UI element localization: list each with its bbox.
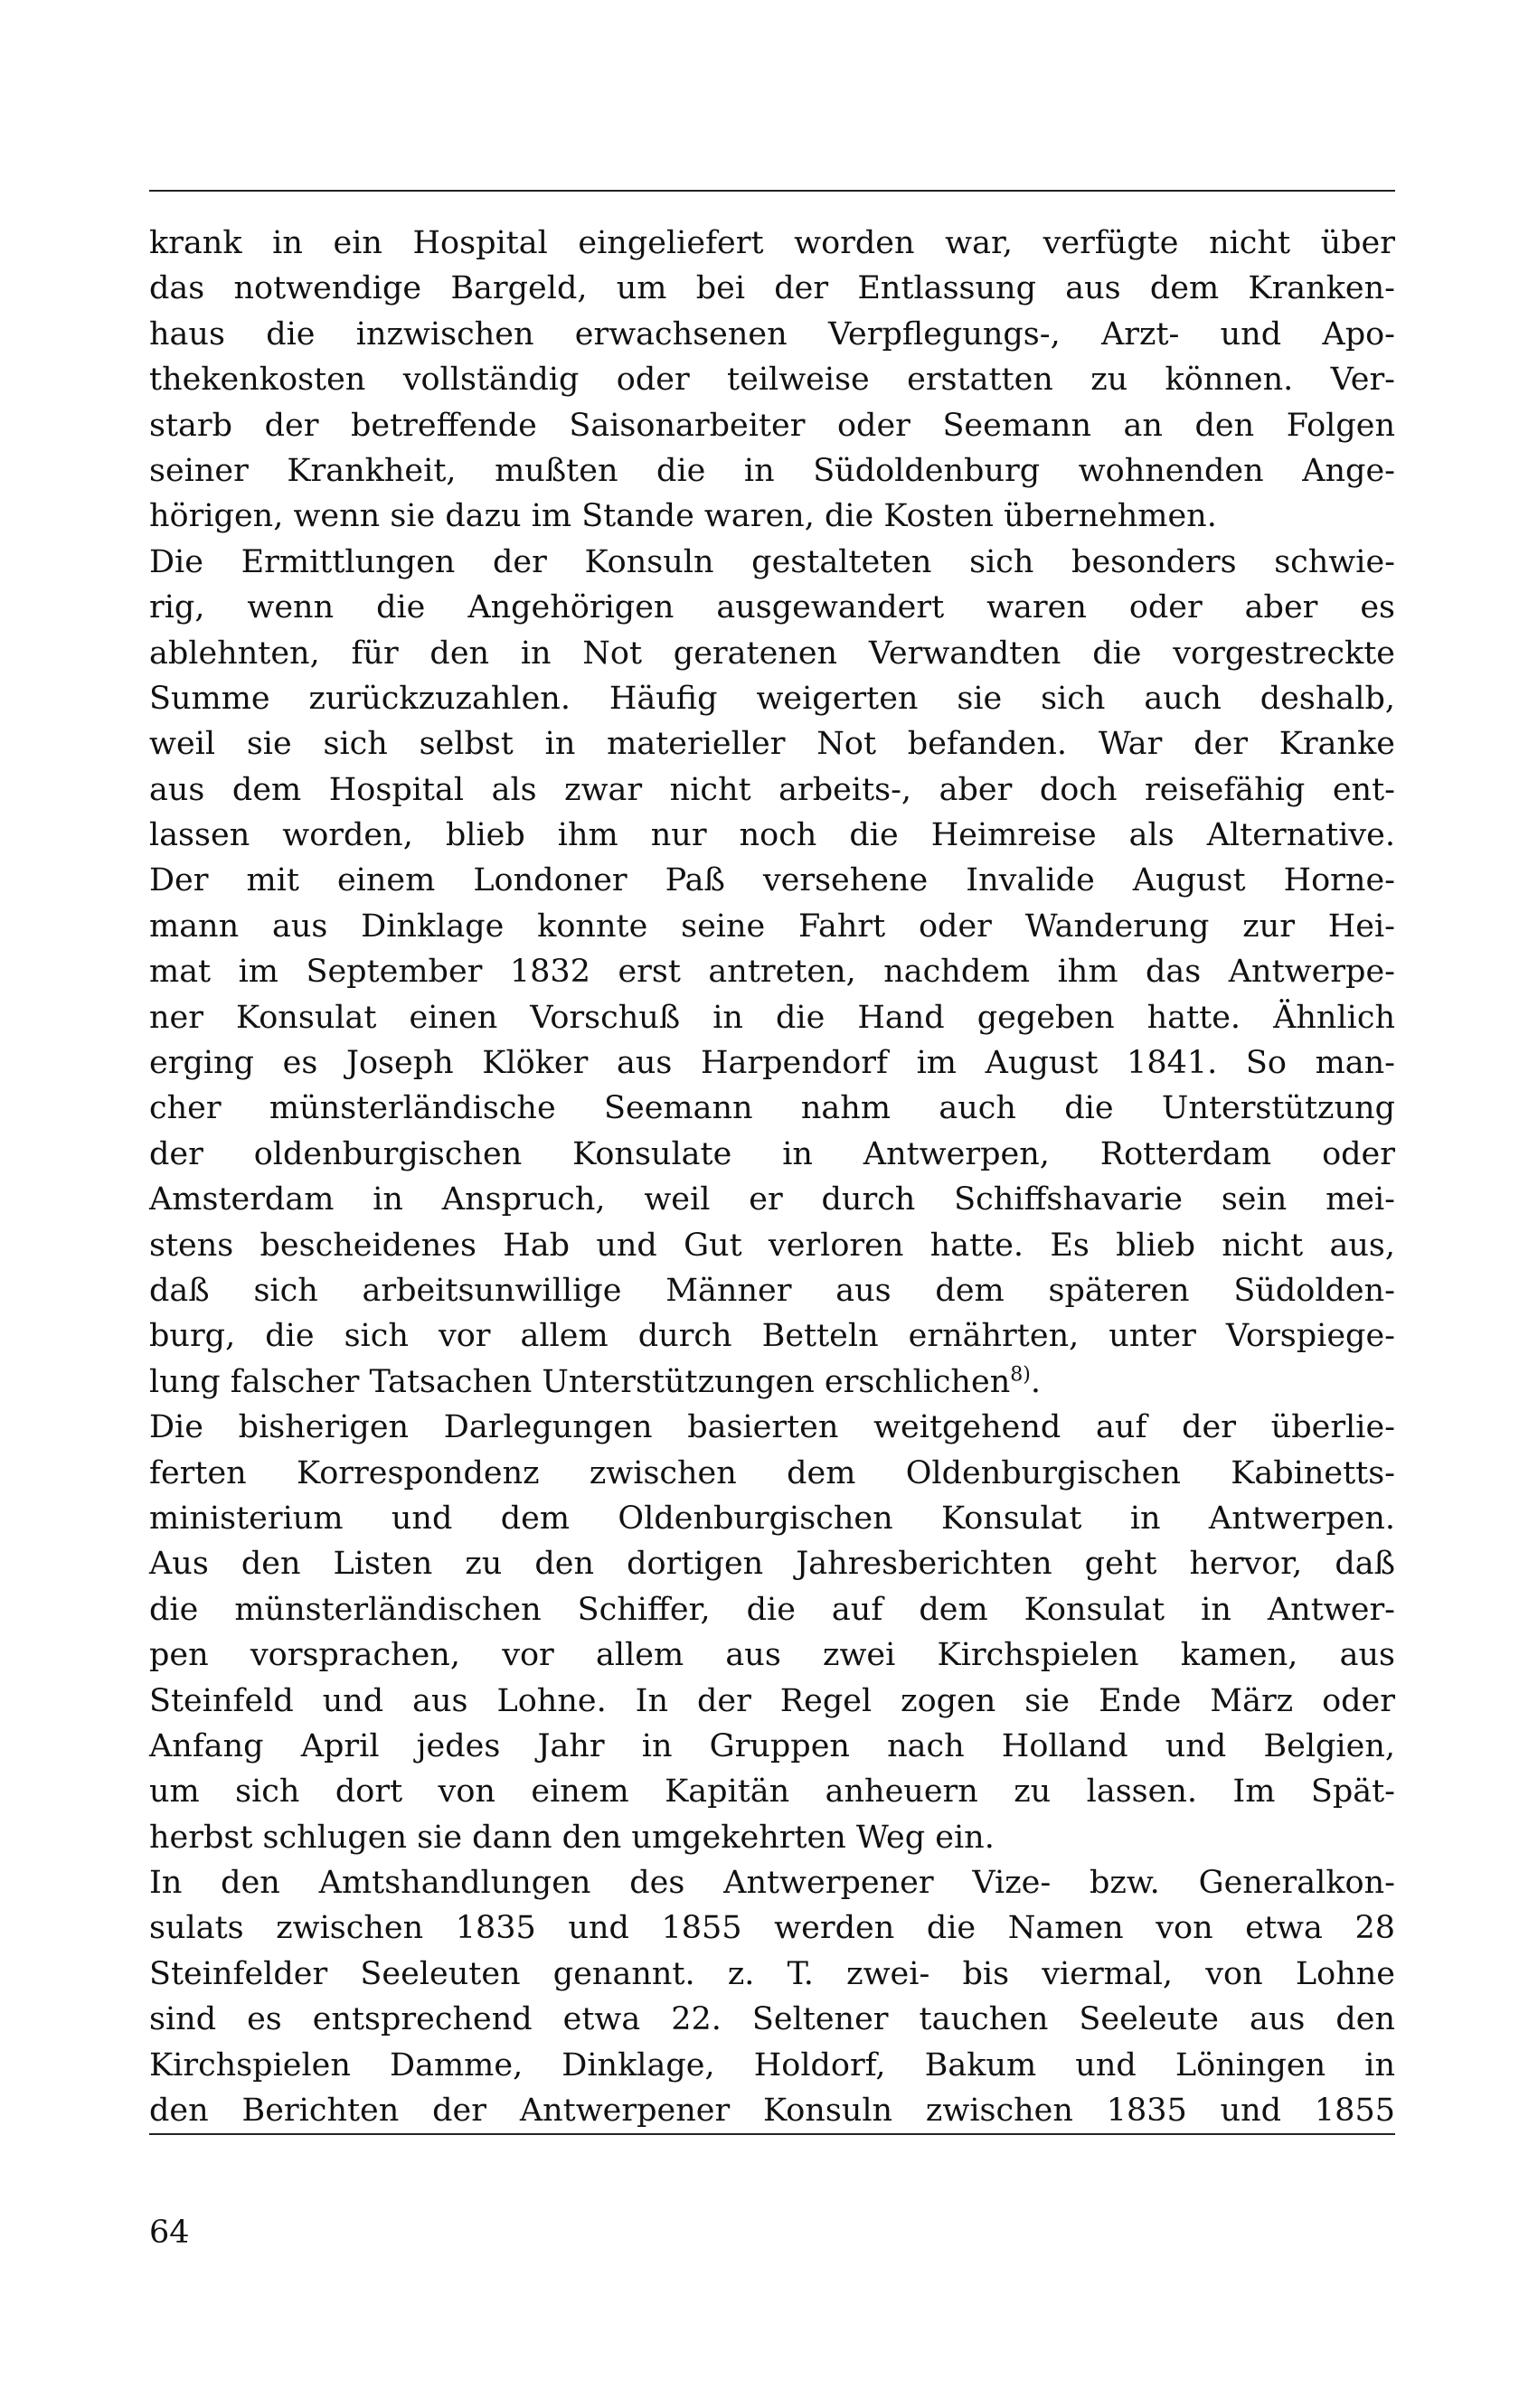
text-line: um sich dort von einem Kapitän anheuern zu lassen. Im Spät- bbox=[149, 1773, 1395, 1811]
text-line: Amsterdam in Anspruch, weil er durch Schiffshavarie sein mei- bbox=[149, 1181, 1395, 1218]
text-line: hörigen, wenn sie dazu im Stande waren, die Kosten übernehmen. bbox=[149, 498, 1217, 535]
text-line: weil sie sich selbst in materieller Not befanden. War der Kranke bbox=[149, 726, 1395, 763]
text-line: seiner Krankheit, mußten die in Südoldenburg wohnenden Ange- bbox=[149, 452, 1395, 489]
text-line: Kirchspielen Damme, Dinklage, Holdorf, Bakum und Löningen in bbox=[149, 2046, 1395, 2083]
text-line: der oldenburgischen Konsulate in Antwerpen, Rotterdam oder bbox=[149, 1135, 1395, 1172]
text-line: erging es Joseph Klöker aus Harpendorf im August 1841. So man- bbox=[149, 1045, 1395, 1082]
text-line: Anfang April jedes Jahr in Gruppen nach Holland und Belgien, bbox=[149, 1727, 1395, 1764]
text-line: aus dem Hospital als zwar nicht arbeits-, aber doch reisefähig ent- bbox=[149, 771, 1395, 808]
text-line: daß sich arbeitsunwillige Männer aus dem späteren Südolden- bbox=[149, 1272, 1395, 1309]
text-line: stens bescheidenes Hab und Gut verloren hatte. Es blieb nicht aus, bbox=[149, 1227, 1395, 1264]
text-line: ablehnten, für den in Not geratenen Verwandten die vorgestreckte bbox=[149, 635, 1395, 672]
text-line: haus die inzwischen erwachsenen Verpflegungs-, Arzt- und Apo- bbox=[149, 315, 1395, 353]
text-line: krank in ein Hospital eingeliefert worden war, verfügte nicht über bbox=[149, 225, 1395, 261]
text-line: burg, die sich vor allem durch Betteln ernährten, unter Vorspiege- bbox=[149, 1318, 1395, 1355]
text-line: lassen worden, blieb ihm nur noch die Heimreise als Alternative. bbox=[149, 817, 1395, 854]
text-line: cher münsterländische Seemann nahm auch die Unterstützung bbox=[149, 1090, 1395, 1127]
text-line: die münsterländischen Schiffer, die auf dem Konsulat in Antwer- bbox=[149, 1591, 1395, 1628]
text-line bbox=[149, 1359, 1395, 1405]
footnote-reference: 8) bbox=[1010, 1363, 1031, 1387]
text-line: Die bisherigen Darlegungen basierten weitgehend auf der überlie- bbox=[149, 1409, 1395, 1446]
text-line: mat im September 1832 erst antreten, nachdem ihm das Antwerpe- bbox=[149, 954, 1395, 991]
top-rule bbox=[149, 190, 1395, 192]
text-line: den Berichten der Antwerpener Konsuln zwischen 1835 und 1855 bbox=[149, 2093, 1395, 2130]
text-line: sulats zwischen 1835 und 1855 werden die Namen von etwa 28 bbox=[149, 1910, 1395, 1947]
body-text bbox=[149, 221, 1395, 2133]
bottom-rule bbox=[149, 2133, 1395, 2135]
text-line: ferten Korrespondenz zwischen dem Oldenburgischen Kabinetts- bbox=[149, 1454, 1395, 1491]
text-line: Der mit einem Londoner Paß versehene Invalide August Horne- bbox=[149, 862, 1395, 899]
text-line: Die Ermittlungen der Konsuln gestalteten sich besonders schwie- bbox=[149, 543, 1395, 580]
text-line: thekenkosten vollständig oder teilweise erstatten zu können. Ver- bbox=[149, 362, 1395, 399]
text-line: das notwendige Bargeld, um bei der Entlassung aus dem Kranken- bbox=[149, 270, 1395, 307]
text-line: rig, wenn die Angehörigen ausgewandert waren oder aber es bbox=[149, 589, 1395, 626]
text-line: sind es entsprechend etwa 22. Seltener tauchen Seeleute aus den bbox=[149, 2001, 1395, 2038]
text-line: Aus den Listen zu den dortigen Jahresberichten geht hervor, daß bbox=[149, 1546, 1395, 1583]
text-line: In den Amtshandlungen des Antwerpener Vize- bzw. Generalkon- bbox=[149, 1865, 1395, 1902]
text-line-content: lung falscher Tatsachen Unterstützungen erschlichen bbox=[149, 1363, 1011, 1400]
text-line: Steinfeld und aus Lohne. In der Regel zogen sie Ende März oder bbox=[149, 1682, 1395, 1719]
text-line: mann aus Dinklage konnte seine Fahrt oder Wanderung zur Hei- bbox=[149, 908, 1395, 945]
text-line: ministerium und dem Oldenburgischen Konsulat in Antwerpen. bbox=[149, 1500, 1395, 1537]
sentence-end: . bbox=[1030, 1363, 1041, 1400]
text-line: ner Konsulat einen Vorschuß in die Hand gegeben hatte. Ähnlich bbox=[149, 999, 1395, 1036]
text-line: Steinfelder Seeleuten genannt. z. T. zwei- bis viermal, von Lohne bbox=[149, 1955, 1395, 1992]
page-number: 64 bbox=[149, 2215, 190, 2251]
text-line: starb der betreffende Saisonarbeiter oder Seemann an den Folgen bbox=[149, 407, 1395, 444]
text-line: pen vorsprachen, vor allem aus zwei Kirchspielen kamen, aus bbox=[149, 1637, 1395, 1674]
text-line: Summe zurückzuzahlen. Häufig weigerten sie sich auch deshalb, bbox=[149, 680, 1395, 717]
text-line: herbst schlugen sie dann den umgekehrten Weg ein. bbox=[149, 1819, 995, 1856]
